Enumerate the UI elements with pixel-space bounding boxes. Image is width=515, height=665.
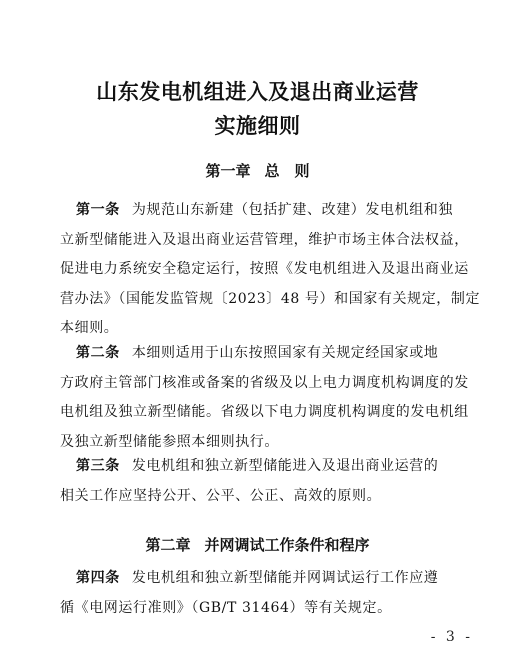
document-title-line-2: 实施细则: [214, 114, 301, 138]
chapter-1-heading: [0, 160, 515, 181]
article-2-line-1: 第二条 本细则适用于山东按照国家有关规定经国家或地: [76, 345, 439, 361]
article-4-head: 第四条: [76, 570, 120, 586]
article-1-head: 第一条: [76, 202, 120, 218]
article-3-line-2: 相关工作应坚持公开、公平、公正、高效的原则。: [60, 487, 382, 504]
chapter-2-label: 第二章: [145, 536, 191, 554]
article-2: [60, 339, 480, 457]
article-3: [60, 452, 480, 511]
article-1-line-4: 营办法》（国能发监管规〔2023〕48 号）和国家有关规定，制定: [60, 290, 481, 307]
chapter-2-name: 并网调试工作条件和程序: [204, 536, 370, 554]
article-2-head: 第二条: [76, 345, 120, 361]
article-3-head: 第三条: [76, 458, 120, 474]
article-1-line-1: 第一条 为规范山东新建（包括扩建、改建）发电机组和独: [76, 202, 454, 218]
article-1: [60, 196, 481, 344]
document-title-line-1: 山东发电机组进入及退出商业运营: [96, 80, 419, 104]
page-number: - 3 -: [430, 629, 473, 645]
chapter-2-heading: [0, 534, 515, 555]
chapter-1-name: 总 则: [264, 162, 310, 180]
article-2-line-2: 方政府主管部门核准或备案的省级及以上电力调度机构调度的发: [60, 374, 469, 391]
article-3-line-1: 第三条 发电机组和独立新型储能进入及退出商业运营的: [76, 458, 439, 474]
article-4: [60, 564, 480, 623]
article-2-line-4: 及独立新型储能参照本细则执行。: [60, 433, 279, 450]
article-4-line-1: 第四条 发电机组和独立新型储能并网调试运行工作应遵: [76, 570, 439, 586]
article-1-line-2: 立新型储能进入及退出商业运营管理，维护市场主体合法权益，: [60, 231, 469, 248]
article-2-line-3: 电机组及独立新型储能。省级以下电力调度机构调度的发电机组: [60, 404, 469, 420]
article-4-line-2: 循《电网运行准则》（GB/T 31464）等有关规定。: [60, 599, 392, 616]
chapter-1-label: 第一章: [205, 162, 251, 180]
article-1-line-5: 本细则。: [60, 320, 119, 336]
article-1-line-3: 促进电力系统安全稳定运行，按照《发电机组进入及退出商业运: [60, 261, 469, 277]
